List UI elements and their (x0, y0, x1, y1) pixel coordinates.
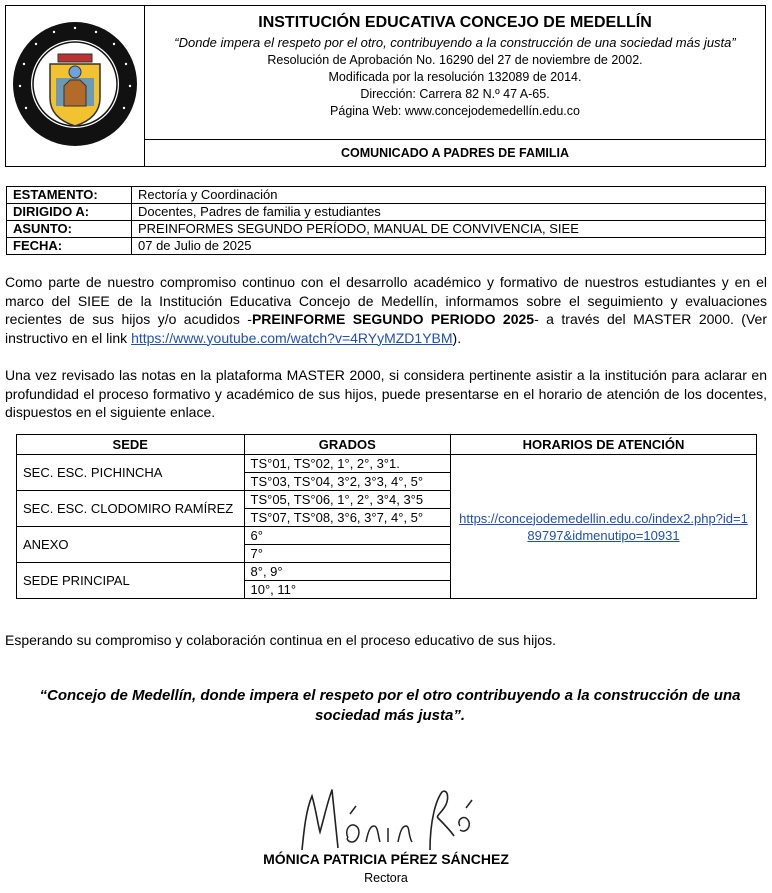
grados-cell: TS°01, TS°02, 1°, 2°, 3°1. (244, 455, 450, 473)
meta-table (6, 186, 766, 255)
grados-cell: 10°, 11° (244, 581, 450, 599)
institution-quote: “Concejo de Medellín, donde impera el respeto por el otro contribuyendo a la construcción de una sociedad más justa”. (39, 687, 741, 724)
paragraph-schedule: Una vez revisado las notas en la plataforma MASTER 2000, si considera pertinente asistir a la institución para aclarar en profundidad el proceso formativo y académico de sus hijos, puede presentarse en el horario de atención de los docentes, dispuestos en el siguiente enlace. (5, 367, 767, 420)
horarios-link[interactable]: https://concejodemedellin.edu.co/index2.php?id=189797&idmenutipo=10931 (459, 510, 748, 543)
grados-cell: TS°07, TS°08, 3°6, 3°7, 4°, 5° (244, 509, 450, 527)
meta-key: FECHA: (7, 238, 132, 255)
modified-line: Modificada por la resolución 132089 de 2014. (328, 70, 582, 84)
intro-text: Como parte de nuestro compromiso continuo con el desarrollo académico y formativo de nuestros estudiantes y en el marco del SIEE de la Institución Educativa Concejo de Medellín, informamos sobre el seguimiento y evaluaciones recientes de sus hijos y/o acudidos - (5, 274, 767, 327)
meta-row (7, 204, 766, 221)
meta-key: ESTAMENTO: (7, 187, 132, 204)
grados-cell: TS°03, TS°04, 3°2, 3°3, 4°, 5° (244, 473, 450, 491)
institution-title: INSTITUCIÓN EDUCATIVA CONCEJO DE MEDELLÍN (258, 14, 652, 31)
signatory-role: Rectora (364, 871, 408, 885)
address-line: Dirección: Carrera 82 N.º 47 A-65. (360, 87, 550, 101)
grados-cell: 6° (244, 527, 450, 545)
meta-key: DIRIGIDO A: (7, 204, 132, 221)
sede-cell: ANEXO (17, 527, 245, 563)
logo-cell (6, 6, 145, 166)
grados-cell: TS°05, TS°06, 1°, 2°, 3°4, 3°5 (244, 491, 450, 509)
meta-value: Rectoría y Coordinación (132, 187, 766, 204)
meta-value: PREINFORMES SEGUNDO PERÍODO, MANUAL DE CONVIVENCIA, SIEE (132, 221, 766, 238)
institution-seal-logo (6, 6, 144, 166)
meta-value: Docentes, Padres de familia y estudiantes (132, 204, 766, 221)
closing-text: Esperando su compromiso y colaboración continua en el proceso educativo de sus hijos. (5, 632, 556, 648)
intro-text-3: ). (452, 329, 462, 346)
table-row (17, 455, 757, 473)
horarios-cell (450, 455, 756, 599)
schedule-header-row (17, 435, 757, 455)
meta-key: ASUNTO: (7, 221, 132, 238)
youtube-link[interactable]: https://www.youtube.com/watch?v=4RYyMZD1YBM (131, 329, 453, 346)
schedule-table (16, 434, 757, 599)
sede-cell: SEDE PRINCIPAL (17, 563, 245, 599)
institution-motto: “Donde impera el respeto por el otro, contribuyendo a la construcción de una sociedad más justa” (174, 35, 736, 50)
intro-text-2: - a través del MASTER 2000. (Ver instructivo en el link (5, 311, 767, 346)
preinforme-bold: PREINFORME SEGUNDO PERIODO 2025 (251, 311, 535, 327)
sede-cell: SEC. ESC. PICHINCHA (17, 455, 245, 491)
header-info (145, 6, 765, 139)
header-grados: GRADOS (244, 435, 450, 455)
sede-cell: SEC. ESC. CLODOMIRO RAMÍREZ (17, 491, 245, 527)
meta-row (7, 238, 766, 255)
meta-row (7, 221, 766, 238)
grados-cell: 7° (244, 545, 450, 563)
grados-cell: 8°, 9° (244, 563, 450, 581)
signatory-name: MÓNICA PATRICIA PÉREZ SÁNCHEZ (263, 851, 509, 867)
resolution-line: Resolución de Aprobación No. 16290 del 27 de noviembre de 2002. (267, 53, 643, 67)
meta-value: 07 de Julio de 2025 (132, 238, 766, 255)
website-line: Página Web: www.concejodemedellín.edu.co (330, 104, 580, 118)
paragraph-intro (5, 273, 767, 347)
header-horarios: HORARIOS DE ATENCIÓN (450, 435, 756, 455)
document-header (5, 5, 766, 167)
header-sede: SEDE (17, 435, 245, 455)
communique-title: COMUNICADO A PADRES DE FAMILIA (145, 139, 765, 167)
meta-row (7, 187, 766, 204)
